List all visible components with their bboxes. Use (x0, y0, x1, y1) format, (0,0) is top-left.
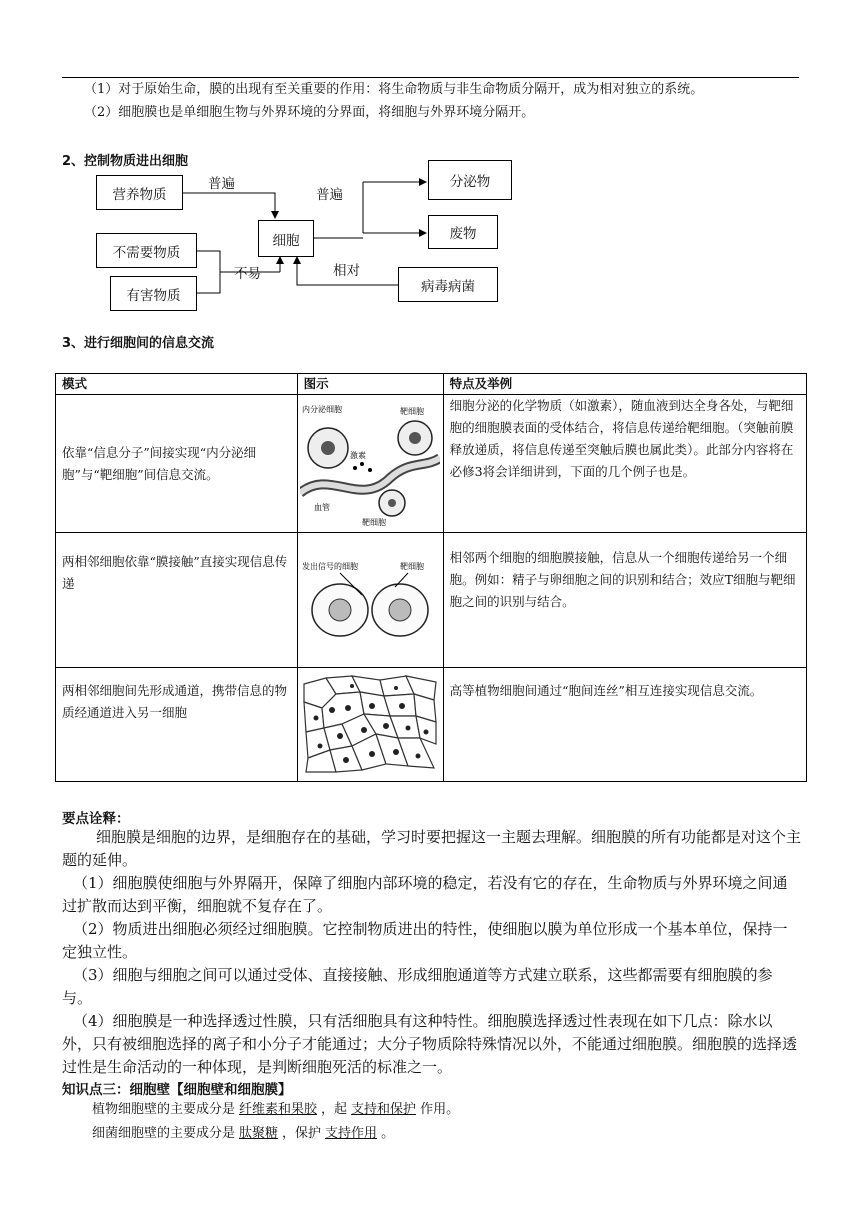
notes-para-3: （3）细胞与细胞之间可以通过受体、直接接触、形成细胞通道等方式建立联系，这些都需要有细胞膜的参与。 (62, 966, 773, 1007)
kp3-plant-line (92, 1100, 459, 1120)
notes-para-2: （2）物质进出细胞必须经过细胞膜。它控制物质进出的特性，使细胞以膜为单位形成一个基本单位，保持一定独立性。 (62, 920, 788, 961)
arrow-nutrients-to-cell (183, 193, 275, 218)
box-virus: 病毒病菌 (398, 267, 498, 302)
bracket-unneeded-harmful (197, 251, 220, 293)
bacteria-answer-1: 肽聚糖 (239, 1126, 279, 1141)
notes-para-1: （1）细胞膜使细胞与外界隔开，保障了细胞内部环境的稳定，若没有它的存在，生命物质与外界环境之间通过扩散而达到平衡，细胞就不复存在了。 (62, 874, 788, 915)
notes-heading: 要点诠释： (62, 811, 130, 827)
bacteria-post: 。 (381, 1126, 395, 1141)
communication-table (55, 373, 807, 782)
row2-mode: 两相邻细胞依靠“膜接触”直接实现信息传递 (56, 533, 298, 668)
row1-figure (297, 395, 443, 533)
header-mode: 模式 (56, 374, 298, 395)
notes-para-4: （4）细胞膜是一种选择透过性膜，只有活细胞具有这种特性。细胞膜选择透过性表现在如下几点：除水以外，只有被细胞选择的离子和小分子才能通过；大分子物质除特殊情况以外，不能通过细胞膜。细胞膜的选择透过性是生命活动的一种体现，是判断细胞死活的标准之一。 (62, 1012, 798, 1076)
plant-pre: 植物细胞壁的主要成分是 (92, 1102, 236, 1117)
plant-answer-1: 纤维素和果胶 (239, 1102, 318, 1117)
fig1-label-endocrine: 内分泌细胞 (302, 405, 343, 414)
box-waste: 废物 (428, 215, 498, 249)
header-desc: 特点及举例 (443, 374, 806, 395)
kp3-bacteria-line (92, 1124, 394, 1144)
row3-figure (297, 668, 443, 782)
row3-mode: 两相邻细胞间先形成通道，携带信息的物质经通道进入另一细胞 (56, 668, 298, 782)
box-secretion: 分泌物 (428, 160, 512, 200)
header-figure: 图示 (297, 374, 443, 395)
fig2-label-target: 靶细胞 (400, 561, 425, 571)
box-cell: 细胞 (258, 220, 314, 257)
fig1-label-hormone: 激素 (350, 451, 367, 460)
plant-answer-2: 支持和保护 (351, 1102, 417, 1117)
notes-para-0: 细胞膜是细胞的边界，是细胞存在的基础，学习时要把握这一主题去理解。细胞膜的所有功能都是对这个主题的延伸。 (62, 828, 802, 869)
fig1-label-target-2: 靶细胞 (362, 518, 387, 527)
fig1-label-vessel: 血管 (314, 503, 331, 512)
box-nutrients: 营养物质 (96, 175, 183, 210)
label-hard: 不易 (234, 266, 261, 282)
hormone-diagram (300, 398, 440, 528)
section2-heading: 2、控制物质进出细胞 (62, 154, 189, 169)
bacteria-answer-2: 支持作用 (325, 1126, 378, 1141)
box-unneeded: 不需要物质 (96, 233, 197, 268)
fig1-label-target: 靶细胞 (400, 407, 425, 416)
intro-line-2: （2）细胞膜也是单细胞生物与外界环境的分界面，将细胞与外界环境分隔开。 (84, 105, 535, 120)
section3-heading: 3、进行细胞间的信息交流 (62, 336, 215, 351)
row3-desc: 高等植物细胞间通过“胞间连丝”相互连接实现信息交流。 (443, 668, 806, 782)
bacteria-mid: ，保护 (282, 1126, 322, 1141)
box-harmful: 有害物质 (110, 276, 197, 311)
row1-desc: 细胞分泌的化学物质（如激素），随血液到达全身各处，与靶细胞的细胞膜表面的受体结合，将信息传递给靶细胞。（突触前膜释放递质，将信息传递至突触后膜也属此类）。此部分内容将在必修3将会详细讲到，下面的几个例子也是。 (443, 395, 806, 533)
bacteria-pre: 细菌细胞壁的主要成分是 (92, 1126, 236, 1141)
plant-post: 作用。 (420, 1102, 460, 1117)
row2-desc: 相邻两个细胞的细胞膜接触，信息从一个细胞传递给另一个细胞。例如：精子与卵细胞之间的识别和结合；效应T细胞与靶细胞之间的识别与结合。 (443, 533, 806, 668)
contact-diagram (300, 555, 440, 645)
table-row (56, 395, 807, 533)
row2-figure (297, 533, 443, 668)
table-row (56, 533, 807, 668)
plasmodesmata-diagram (302, 674, 438, 774)
intro-line-1: （1）对于原始生命，膜的出现有至关重要的作用：将生命物质与非生命物质分隔开，成为相对独立的系统。 (84, 82, 704, 97)
plant-mid: ，起 (321, 1102, 348, 1117)
label-common-2: 普遍 (316, 187, 343, 203)
fig2-label-signal: 发出信号的细胞 (302, 561, 359, 571)
row1-mode: 依靠“信息分子”间接实现“内分泌细胞”与“靶细胞”间信息交流。 (56, 395, 298, 533)
table-header-row (56, 374, 807, 395)
label-common-1: 普遍 (208, 176, 235, 192)
kp3-heading: 知识点三：细胞壁【细胞壁和细胞膜】 (62, 1082, 292, 1098)
label-relative: 相对 (333, 263, 360, 279)
table-row (56, 668, 807, 782)
